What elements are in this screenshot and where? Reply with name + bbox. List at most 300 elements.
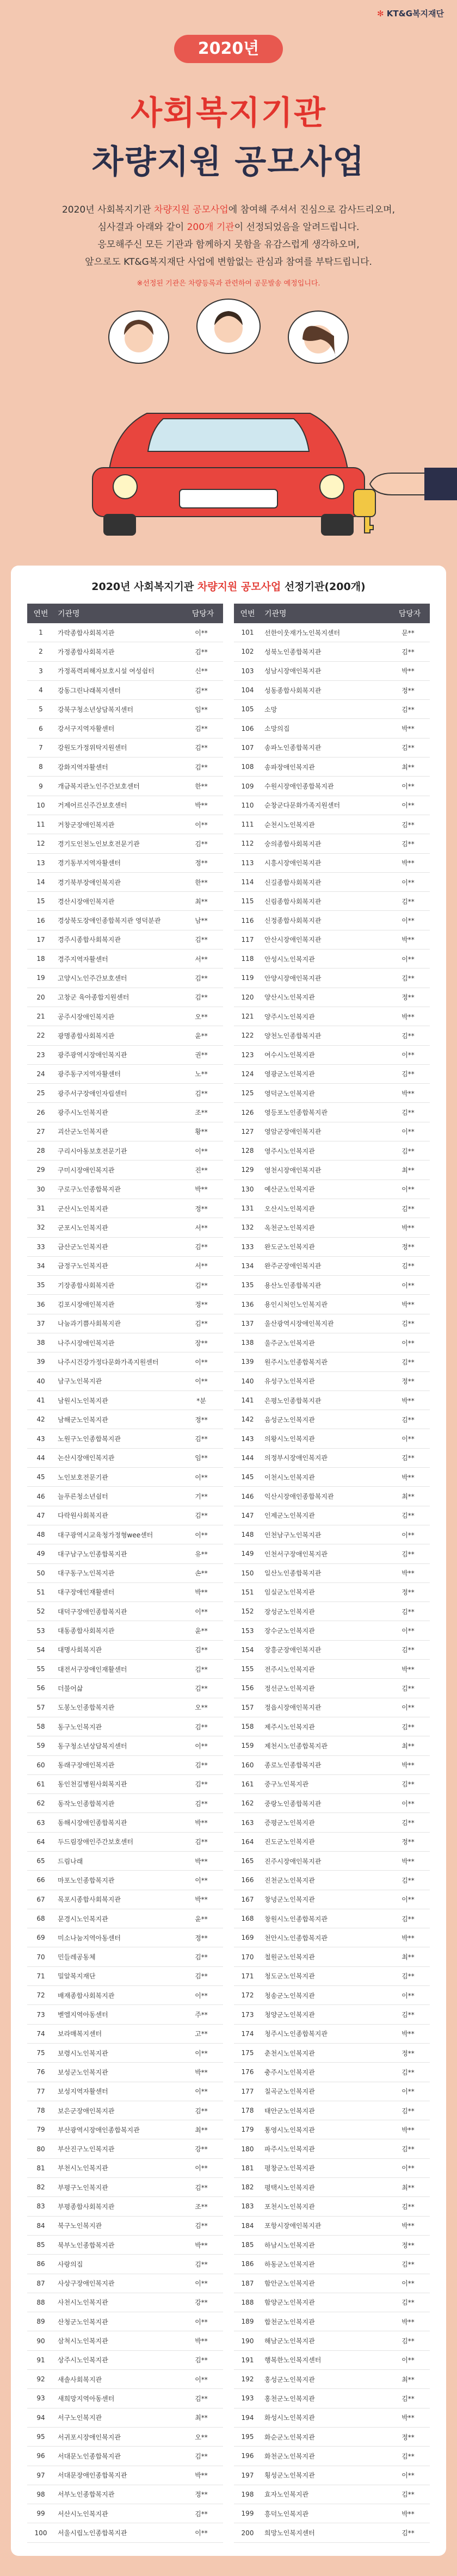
- row-person: 정**: [195, 859, 208, 867]
- row-no: 130: [241, 1185, 254, 1193]
- row-no: 71: [36, 1972, 45, 1980]
- row-org: 춘천시노인복지관: [264, 2049, 315, 2057]
- row-person: 조**: [195, 1109, 208, 1117]
- table-row: [27, 949, 223, 969]
- row-no: 145: [241, 1473, 254, 1481]
- table-row: [27, 815, 223, 834]
- row-org: 강원도가정위탁지원센터: [58, 744, 127, 752]
- row-person: 장**: [195, 1339, 208, 1347]
- row-person: 이**: [402, 2280, 415, 2288]
- row-person: 김**: [195, 1799, 208, 1808]
- row-org: 시흥시장애인복지관: [264, 859, 322, 867]
- row-person: 정**: [402, 2049, 415, 2057]
- row-no: 17: [36, 935, 45, 944]
- table-row: [27, 2120, 223, 2139]
- table-row: [234, 719, 430, 738]
- row-person: 김**: [402, 1032, 415, 1040]
- table-row: [234, 892, 430, 911]
- list-title: [11, 579, 446, 593]
- table-row: [27, 777, 223, 796]
- row-person: 김**: [195, 1512, 208, 1520]
- row-no: 128: [241, 1147, 254, 1155]
- table-row: [27, 2255, 223, 2274]
- row-org: 금산군노인복지관: [58, 1243, 108, 1251]
- table-header: [234, 604, 430, 623]
- table-row: [234, 1602, 430, 1621]
- table-row: [234, 662, 430, 681]
- row-person: 김**: [402, 2145, 415, 2153]
- table-row: [27, 1717, 223, 1736]
- row-person: 최**: [402, 1493, 415, 1500]
- row-org: 광주동구지역자활센터: [58, 1070, 121, 1078]
- row-org: 부평구노인복지관: [58, 2183, 108, 2192]
- table-row: [234, 2331, 430, 2350]
- row-person: 노**: [195, 1070, 208, 1078]
- table-row: [234, 1065, 430, 1084]
- table-row: [234, 1717, 430, 1736]
- table-row: [27, 1141, 223, 1160]
- row-org: 인천남구노인복지관: [264, 1531, 322, 1539]
- row-person: 정**: [195, 1934, 208, 1942]
- table-row: [234, 2197, 430, 2216]
- row-person: 김**: [402, 1512, 415, 1520]
- row-person: 오**: [195, 2433, 208, 2441]
- row-person: 이**: [402, 1896, 415, 1904]
- row-person: 김**: [402, 1147, 415, 1155]
- row-org: 상주시노인복지관: [58, 2356, 108, 2364]
- table-row: [27, 1928, 223, 1947]
- row-person: 정**: [402, 1588, 415, 1597]
- table-row: [234, 2005, 430, 2024]
- row-org: 충주시노인복지관: [264, 2068, 315, 2076]
- row-person: 이**: [195, 2164, 208, 2172]
- row-org: 진도군노인복지관: [264, 1838, 315, 1846]
- table-row: [27, 2217, 223, 2236]
- row-org: 영주시노인복지관: [264, 1147, 315, 1155]
- row-person: 박**: [195, 2472, 208, 2480]
- row-person: 김**: [195, 936, 208, 944]
- row-no: 173: [241, 2010, 254, 2019]
- row-org: 창원시노인종합복지관: [264, 1915, 328, 1923]
- row-no: 26: [36, 1108, 45, 1116]
- table-row: [234, 2485, 430, 2504]
- row-person: 손**: [195, 1569, 208, 1578]
- table-row: [27, 1314, 223, 1333]
- row-org: 보은군장애인복지관: [58, 2107, 115, 2115]
- red-car: [92, 413, 365, 536]
- row-person: 김**: [195, 763, 208, 771]
- row-no: 94: [36, 2413, 45, 2422]
- row-no: 79: [36, 2126, 45, 2134]
- row-org: 경기동부지역자활센터: [58, 859, 121, 867]
- row-person: 최**: [195, 2126, 208, 2134]
- row-org: 파주시노인복지관: [264, 2145, 315, 2153]
- row-no: 10: [36, 801, 45, 809]
- row-no: 168: [241, 1915, 254, 1923]
- table-row: [234, 623, 430, 642]
- row-org: 도봉노인종합복지관: [58, 1704, 115, 1712]
- row-no: 133: [241, 1243, 254, 1251]
- row-org: 서산시노인복지관: [58, 2510, 108, 2518]
- intro-line1-highlight: 차량지원 공모사업: [154, 204, 228, 215]
- row-person: 김**: [195, 744, 208, 752]
- row-person: 윤**: [195, 1032, 208, 1040]
- row-no: 99: [36, 2510, 45, 2518]
- row-no: 87: [36, 2279, 45, 2287]
- row-person: 박**: [402, 1396, 415, 1405]
- row-org: 보성군노인복지관: [58, 2068, 108, 2076]
- row-no: 180: [241, 2145, 254, 2153]
- table-row: [234, 1947, 430, 1966]
- row-person: 황**: [195, 1128, 208, 1136]
- list-title-post: 선정기관(200개): [281, 581, 366, 593]
- row-no: 118: [241, 955, 254, 963]
- row-no: 153: [241, 1627, 254, 1635]
- table-row: [27, 1333, 223, 1352]
- table-row: [234, 1928, 430, 1947]
- row-org: 통영시노인복지관: [264, 2126, 315, 2134]
- row-person: 한**: [195, 878, 208, 886]
- table-row: [27, 662, 223, 681]
- row-org: 거제어르신주간보호센터: [58, 802, 127, 810]
- row-no: 171: [241, 1972, 254, 1980]
- table-row: [27, 1986, 223, 2005]
- row-no: 182: [241, 2183, 254, 2192]
- table-row: [234, 1544, 430, 1563]
- row-org: 영암군장애인복지관: [264, 1128, 322, 1136]
- row-person: 최**: [402, 2375, 415, 2383]
- row-person: 이**: [195, 1531, 208, 1539]
- intro-line3: 응모해주신 모든 기관과 함께하지 못함을 유감스럽게 생각하오며,: [97, 239, 360, 250]
- row-person: 김**: [402, 1262, 415, 1270]
- row-person: 박**: [402, 1934, 415, 1942]
- table-row: [234, 2312, 430, 2331]
- table-row: [27, 1065, 223, 1084]
- table-row: [27, 911, 223, 930]
- row-no: 149: [241, 1550, 254, 1558]
- table-row: [234, 969, 430, 988]
- row-no: 63: [36, 1818, 45, 1827]
- table-row: [234, 1180, 430, 1199]
- header-no: 연번: [240, 610, 255, 618]
- row-no: 8: [39, 763, 43, 771]
- row-org: 평택시노인복지관: [264, 2183, 315, 2192]
- row-no: 18: [36, 955, 45, 963]
- row-org: 일산노인종합복지관: [264, 1569, 322, 1578]
- table-row: [27, 1756, 223, 1775]
- row-person: 고**: [195, 2030, 208, 2038]
- intro-line4: 앞으로도 KT&G복지재단 사업에 변함없는 관심과 참여를 부탁드립니다.: [85, 257, 372, 268]
- row-person: 김**: [402, 1109, 415, 1117]
- row-org: 괴산군노인복지관: [58, 1128, 108, 1136]
- row-no: 161: [241, 1780, 254, 1788]
- row-person: 최**: [402, 1166, 415, 1174]
- row-no: 3: [39, 667, 43, 675]
- row-org: 정선군노인복지관: [264, 1684, 315, 1692]
- row-person: 이**: [402, 1339, 415, 1347]
- row-no: 30: [36, 1185, 45, 1193]
- row-person: 김**: [402, 1723, 415, 1731]
- table-row: [27, 1103, 223, 1122]
- row-org: 나주시건강가정다문화가족지원센터: [58, 1358, 159, 1366]
- header-org: 기관명: [264, 610, 287, 618]
- row-person: 정**: [195, 2491, 208, 2499]
- table-row: [27, 2025, 223, 2044]
- table-row: [234, 1468, 430, 1487]
- row-no: 45: [36, 1473, 45, 1481]
- row-no: 108: [241, 763, 254, 771]
- row-no: 198: [241, 2490, 254, 2498]
- row-person: 박**: [402, 936, 415, 944]
- table-row: [27, 2312, 223, 2331]
- row-person: 김**: [195, 974, 208, 982]
- row-no: 103: [241, 667, 254, 675]
- row-person: 박**: [402, 2222, 415, 2230]
- table-row: [234, 1813, 430, 1832]
- row-no: 32: [36, 1224, 45, 1232]
- row-person: 조**: [195, 2202, 208, 2211]
- row-org: 안양시장애인복지관: [264, 974, 322, 982]
- row-no: 48: [36, 1531, 45, 1539]
- row-no: 54: [36, 1646, 45, 1654]
- row-person: 김**: [402, 897, 415, 905]
- row-org: 논산시장애인복지관: [58, 1454, 115, 1462]
- row-no: 162: [241, 1799, 254, 1808]
- row-org: 배재종합사회복지관: [58, 1991, 115, 2000]
- row-no: 73: [36, 2010, 45, 2019]
- row-no: 178: [241, 2107, 254, 2114]
- row-no: 158: [241, 1723, 254, 1731]
- table-row: [234, 1218, 430, 1237]
- row-org: 부평종합사회복지관: [58, 2202, 115, 2211]
- row-person: 박**: [195, 2068, 208, 2076]
- table-row: [27, 1813, 223, 1832]
- row-no: 20: [36, 993, 45, 1001]
- table-row: [234, 1046, 430, 1065]
- row-no: 70: [36, 1953, 45, 1961]
- row-org: 마포노인종합복지관: [58, 1876, 115, 1884]
- row-org: 동인천길병원사회복지관: [58, 1780, 127, 1789]
- row-no: 154: [241, 1646, 254, 1654]
- row-no: 51: [36, 1588, 45, 1596]
- row-person: 정**: [402, 994, 415, 1002]
- row-no: 167: [241, 1895, 254, 1903]
- row-org: 정읍시장애인복지관: [264, 1704, 322, 1712]
- row-person: 유**: [195, 1550, 208, 1558]
- row-no: 192: [241, 2375, 254, 2383]
- table-row: [234, 738, 430, 758]
- row-no: 114: [241, 878, 254, 886]
- row-no: 135: [241, 1281, 254, 1289]
- row-no: 44: [36, 1454, 45, 1462]
- table-row: [27, 969, 223, 988]
- row-person: 김**: [402, 1454, 415, 1462]
- row-org: 김포시장애인복지관: [58, 1301, 115, 1309]
- table-row: [234, 1257, 430, 1276]
- table-column-left: [27, 604, 223, 2543]
- row-no: 163: [241, 1818, 254, 1827]
- row-org: 구리시아동보호전문기관: [58, 1147, 127, 1155]
- row-no: 197: [241, 2471, 254, 2479]
- row-person: 박**: [402, 1857, 415, 1865]
- row-org: 대구남구노인종합복지관: [58, 1550, 127, 1558]
- row-no: 144: [241, 1454, 254, 1462]
- row-org: 순창군다문화가족지원센터: [264, 802, 341, 810]
- row-person: 강**: [195, 2145, 208, 2153]
- row-person: 박**: [402, 1569, 415, 1578]
- row-person: 김**: [402, 2452, 415, 2460]
- row-no: 109: [241, 782, 254, 790]
- row-org: 제주시노인복지관: [264, 1723, 315, 1731]
- row-no: 159: [241, 1742, 254, 1750]
- row-no: 115: [241, 897, 254, 905]
- table-row: [234, 1583, 430, 1602]
- header-person: 담당자: [192, 610, 214, 618]
- table-row: [27, 2274, 223, 2293]
- row-person: 최**: [402, 1742, 415, 1750]
- row-org: 의정부시장애인복지관: [264, 1454, 328, 1462]
- row-person: 정**: [402, 2241, 415, 2249]
- row-person: 김**: [402, 1876, 415, 1884]
- row-org: 영천시장애인복지관: [264, 1166, 322, 1174]
- row-no: 56: [36, 1684, 45, 1692]
- row-no: 195: [241, 2433, 254, 2441]
- row-org: 용인시처인노인복지관: [264, 1301, 328, 1309]
- row-org: 청양군노인복지관: [264, 2011, 315, 2019]
- row-no: 200: [241, 2529, 254, 2537]
- row-org: 옥천군노인복지관: [264, 1224, 315, 1232]
- row-no: 122: [241, 1032, 254, 1040]
- row-org: 보라매복지센터: [58, 2030, 102, 2038]
- row-person: 한**: [195, 783, 208, 791]
- row-org: 대구장애인재활센터: [58, 1588, 115, 1597]
- row-no: 143: [241, 1435, 254, 1443]
- table-row: [234, 2178, 430, 2197]
- row-org: 인제군노인복지관: [264, 1512, 315, 1520]
- row-org: 목포시종합사회복지관: [58, 1896, 121, 1904]
- row-person: 이**: [402, 1627, 415, 1635]
- row-org: 화천군노인복지관: [264, 2452, 315, 2460]
- row-no: 190: [241, 2337, 254, 2345]
- row-org: 가정종합사회복지관: [58, 648, 115, 656]
- row-org: 영등포노인종합복지관: [264, 1109, 328, 1117]
- table-row: [234, 2255, 430, 2274]
- row-person: 김**: [402, 1550, 415, 1558]
- person-bubble-right: [288, 311, 348, 363]
- table-row: [27, 1660, 223, 1679]
- row-no: 169: [241, 1934, 254, 1942]
- table-row: [27, 1602, 223, 1621]
- table-row: [27, 1583, 223, 1602]
- intro-line1-pre: 2020년 사회복지기관: [61, 204, 155, 215]
- table-row: [234, 1909, 430, 1928]
- row-no: 5: [39, 705, 43, 713]
- row-org: 기장종합사회복지관: [58, 1281, 115, 1289]
- row-no: 112: [241, 840, 254, 848]
- row-no: 96: [36, 2452, 45, 2460]
- row-no: 77: [36, 2087, 45, 2095]
- row-org: 진천군노인복지관: [264, 1876, 315, 1884]
- table-row: [27, 1564, 223, 1583]
- row-no: 152: [241, 1607, 254, 1616]
- row-no: 52: [36, 1607, 45, 1616]
- table-row: [27, 988, 223, 1007]
- row-org: 가락종합사회복지관: [58, 629, 115, 637]
- row-no: 67: [36, 1895, 45, 1903]
- row-person: 김**: [402, 2068, 415, 2076]
- table-row: [234, 1084, 430, 1103]
- row-person: 이**: [402, 2356, 415, 2364]
- row-org: 증평군노인복지관: [264, 1819, 315, 1827]
- row-org: 광명종합사회복지관: [58, 1032, 115, 1040]
- row-org: 동래구장애인복지관: [58, 1761, 115, 1770]
- row-no: 13: [36, 859, 45, 867]
- row-no: 84: [36, 2221, 45, 2230]
- row-person: 정**: [195, 1416, 208, 1424]
- row-no: 37: [36, 1319, 45, 1327]
- row-org: 경주시종합사회복지관: [58, 936, 121, 944]
- row-person: 이**: [195, 2529, 208, 2537]
- row-org: 부산진구노인복지관: [58, 2145, 115, 2153]
- row-no: 19: [36, 974, 45, 982]
- row-person: 정**: [402, 1838, 415, 1846]
- row-person: 서**: [195, 1262, 208, 1270]
- row-person: 김**: [195, 2260, 208, 2268]
- table-row: [27, 2447, 223, 2466]
- row-no: 127: [241, 1127, 254, 1135]
- row-person: 박**: [195, 802, 208, 810]
- row-person: 김**: [402, 1320, 415, 1328]
- intro-line1: [33, 201, 424, 219]
- row-no: 121: [241, 1013, 254, 1021]
- row-no: 138: [241, 1339, 254, 1347]
- table-row: [234, 1679, 430, 1698]
- table-row: [234, 1449, 430, 1468]
- row-no: 43: [36, 1435, 45, 1443]
- table-row: [234, 2159, 430, 2178]
- table-row: [27, 719, 223, 738]
- table-row: [27, 892, 223, 911]
- row-no: 151: [241, 1588, 254, 1596]
- row-person: 최**: [402, 1953, 415, 1962]
- table-row: [234, 2466, 430, 2485]
- row-org: 강서구지역자활센터: [58, 725, 115, 733]
- row-no: 170: [241, 1953, 254, 1961]
- intro-line2-post: 이 선정되었음을 알려드립니다.: [234, 222, 360, 233]
- table-row: [27, 1525, 223, 1544]
- table-row: [27, 1852, 223, 1871]
- row-person: 이**: [195, 1358, 208, 1366]
- table-row: [234, 2120, 430, 2139]
- row-no: 183: [241, 2202, 254, 2211]
- row-no: 179: [241, 2126, 254, 2134]
- row-org: 전주시노인복지관: [264, 1665, 315, 1673]
- row-person: 박**: [402, 1013, 415, 1021]
- row-person: 이**: [195, 2280, 208, 2288]
- row-org: 거창군장애인복지관: [58, 821, 115, 829]
- intro-text: [33, 201, 424, 271]
- row-person: 이**: [195, 2088, 208, 2096]
- table-row: [234, 1852, 430, 1871]
- row-no: 105: [241, 705, 254, 713]
- row-person: 최**: [195, 897, 208, 905]
- table-row: [27, 1794, 223, 1813]
- row-no: 53: [36, 1627, 45, 1635]
- row-person: 김**: [402, 1915, 415, 1923]
- row-org: 개금복지관노인주간보호센터: [58, 783, 140, 791]
- row-org: 포항시장애인복지관: [264, 2222, 322, 2230]
- list-title-pre: 2020년 사회복지기관: [91, 581, 197, 593]
